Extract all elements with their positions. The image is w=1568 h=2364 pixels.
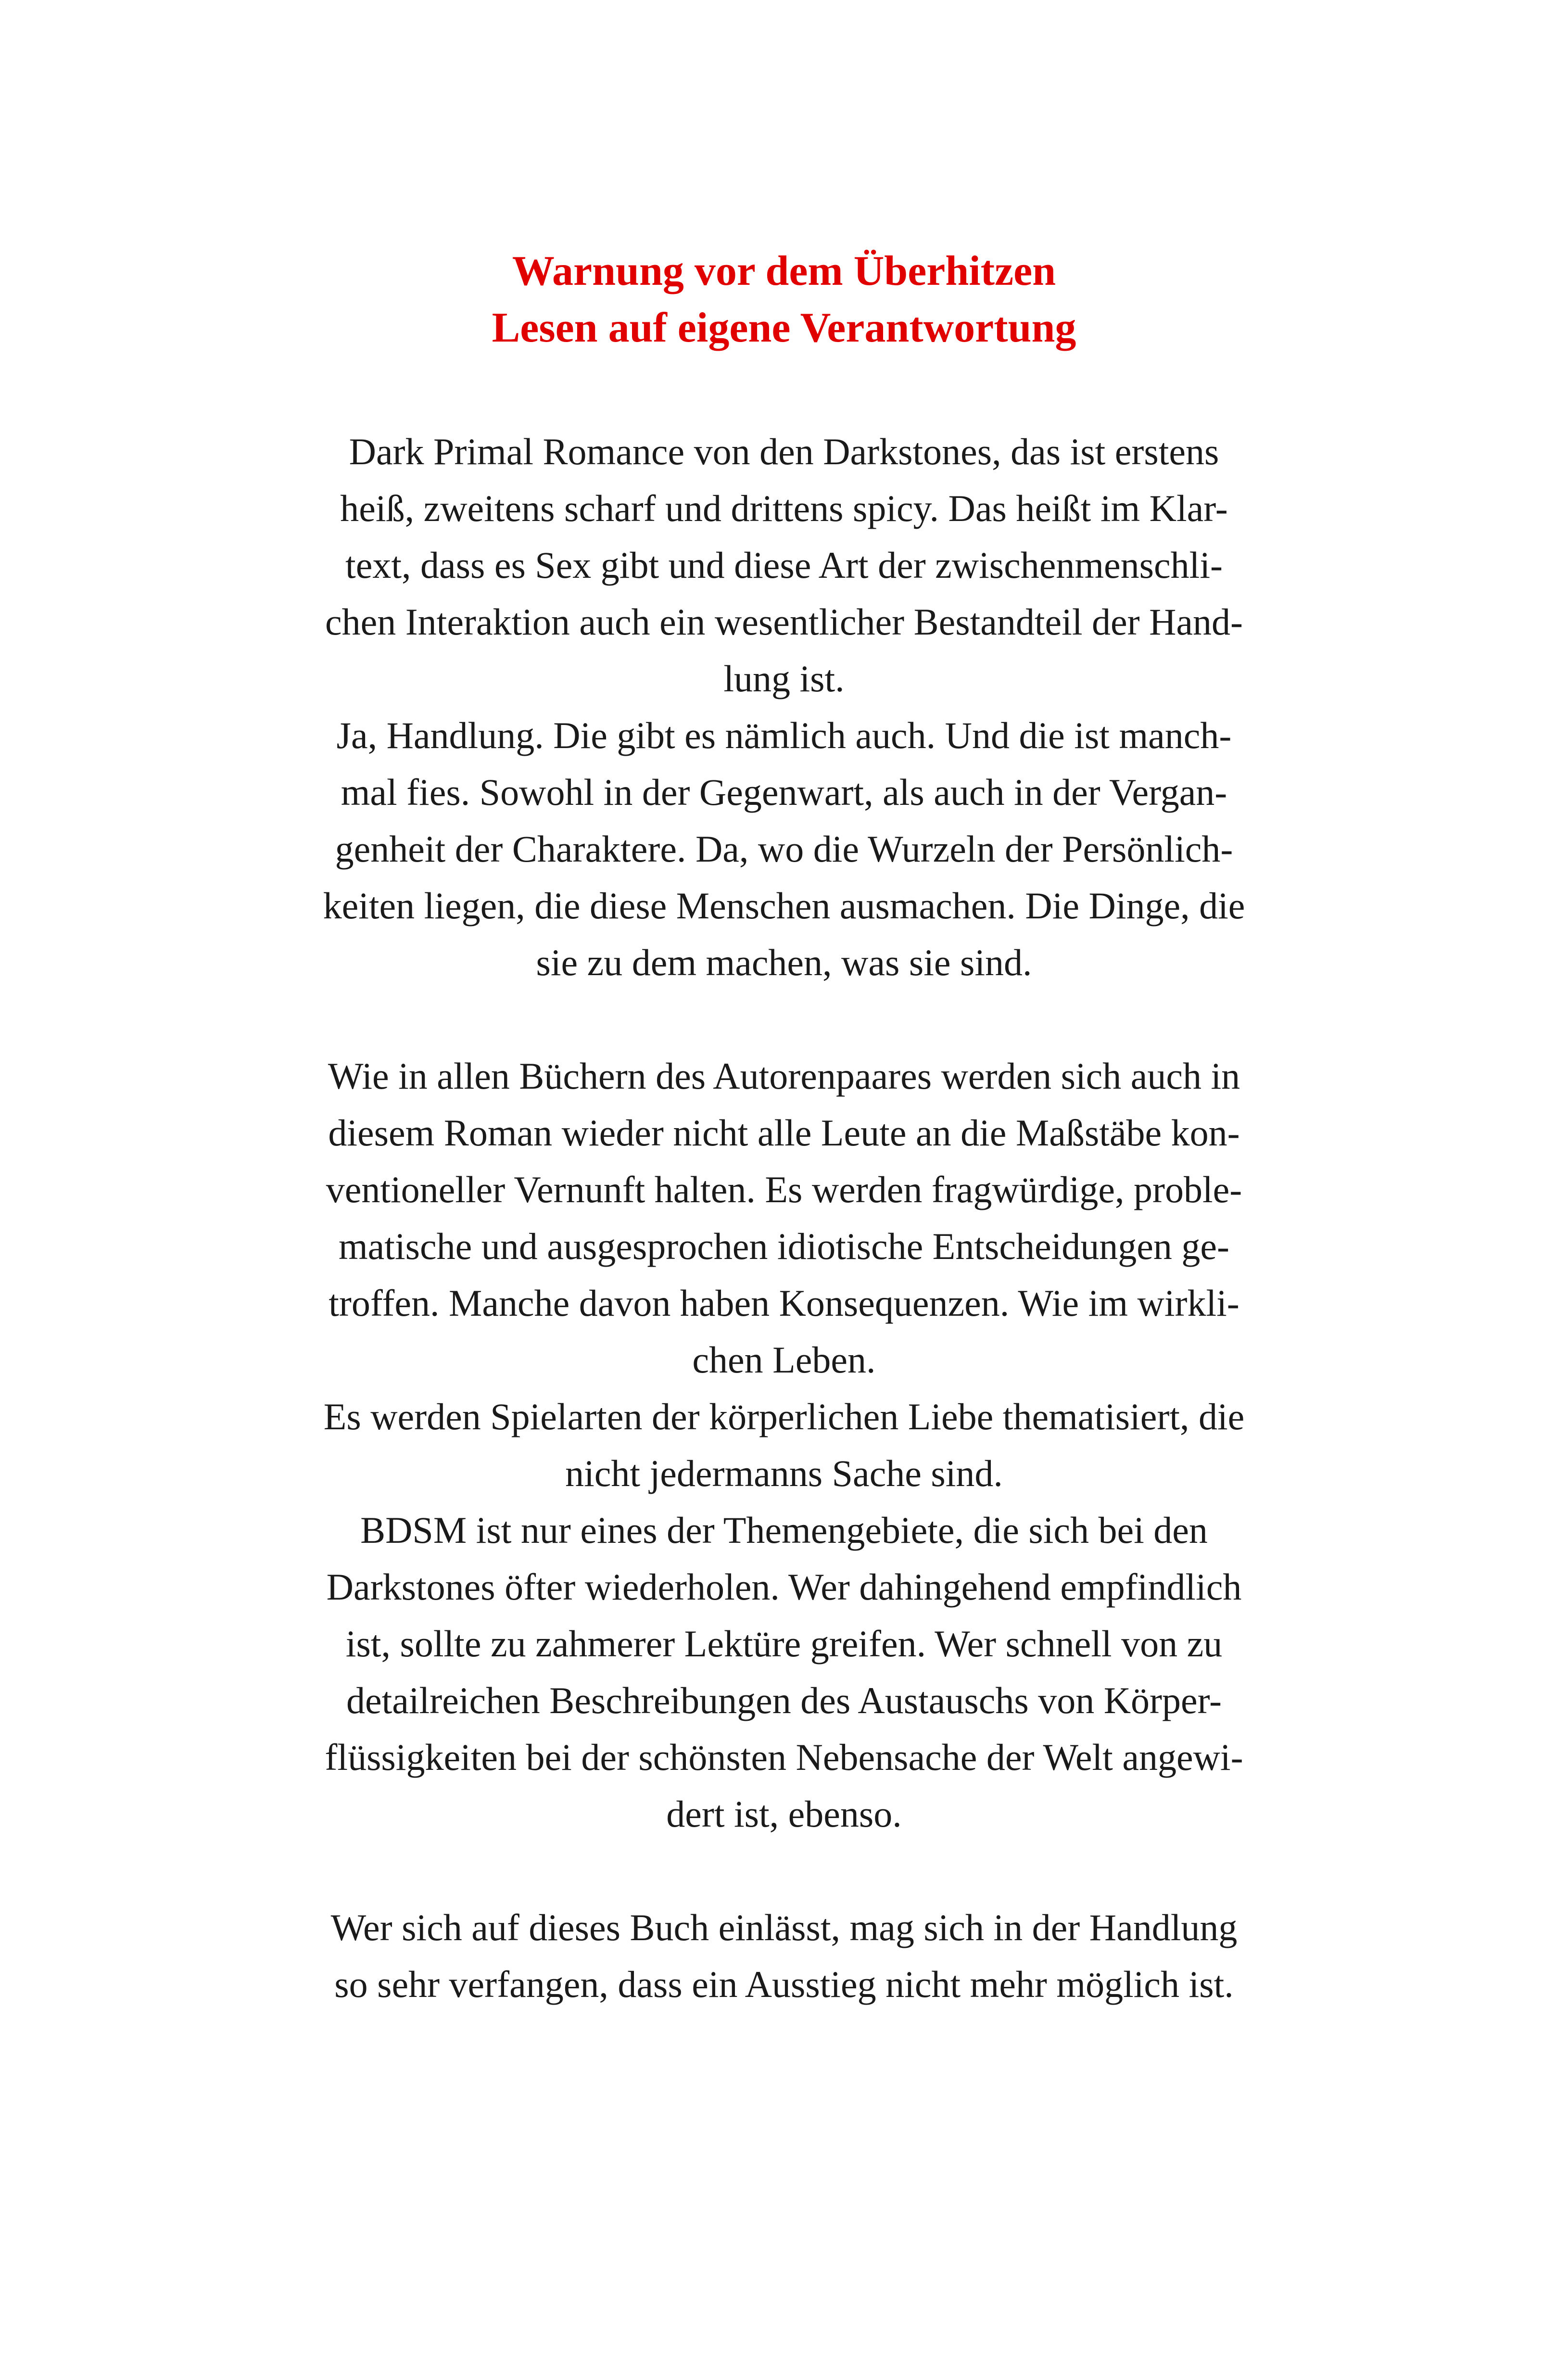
text-line: troffen. Manche davon haben Konsequenzen. Wie im wirkli-: [329, 1282, 1239, 1324]
text-line: heiß, zweitens scharf und drittens spicy. Das heißt im Klar-: [340, 487, 1228, 529]
text-line: Wer sich auf dieses Buch einlässt, mag sich in der Handlung: [330, 1906, 1238, 1948]
text-line: lung ist.: [723, 658, 845, 699]
paragraph-spacer: [250, 991, 1318, 1048]
text-line: ist, sollte zu zahmerer Lektüre greifen. Wer schnell von zu: [345, 1623, 1223, 1665]
paragraph-block-3: [250, 1899, 1318, 2013]
text-line: matische und ausgesprochen idiotische Entscheidungen ge-: [339, 1225, 1229, 1267]
text-line: Wie in allen Büchern des Autorenpaares werden sich auch in: [328, 1055, 1240, 1097]
text-line: Ja, Handlung. Die gibt es nämlich auch. Und die ist manch-: [336, 714, 1232, 756]
heading-line-2: Lesen auf eigene Verantwortung: [492, 305, 1076, 351]
text-line: sie zu dem machen, was sie sind.: [536, 941, 1032, 983]
text-line: diesem Roman wieder nicht alle Leute an die Maßstäbe kon-: [328, 1112, 1240, 1154]
text-line: chen Leben.: [692, 1339, 876, 1381]
warning-body: [250, 423, 1318, 2013]
warning-heading: [0, 243, 1568, 356]
text-line: mal fies. Sowohl in der Gegenwart, als auch in der Vergan-: [341, 771, 1227, 813]
text-line: genheit der Charaktere. Da, wo die Wurzeln der Persönlich-: [335, 828, 1233, 870]
text-line: dert ist, ebenso.: [666, 1793, 902, 1835]
text-line: Es werden Spielarten der körperlichen Liebe thematisiert, die: [323, 1396, 1245, 1437]
text-line: detailreichen Beschreibungen des Austauschs von Körper-: [346, 1679, 1222, 1721]
text-line: Darkstones öfter wiederholen. Wer dahingehend empfindlich: [326, 1566, 1242, 1608]
paragraph-block-2: [250, 1048, 1318, 1843]
text-line: so sehr verfangen, dass ein Ausstieg nicht mehr möglich ist.: [334, 1963, 1234, 2005]
text-line: flüssigkeiten bei der schönsten Nebensache der Welt angewi-: [325, 1736, 1243, 1778]
text-line: keiten liegen, die diese Menschen ausmachen. Die Dinge, die: [323, 885, 1245, 927]
text-line: nicht jedermanns Sache sind.: [565, 1452, 1003, 1494]
paragraph-block-1: [250, 423, 1318, 991]
text-line: text, dass es Sex gibt und diese Art der zwischenmenschli-: [345, 544, 1223, 586]
text-line: BDSM ist nur eines der Themengebiete, die sich bei den: [360, 1509, 1208, 1551]
text-line: Dark Primal Romance von den Darkstones, das ist erstens: [349, 431, 1219, 472]
paragraph-spacer: [250, 1843, 1318, 1899]
heading-line-1: Warnung vor dem Überhitzen: [512, 248, 1056, 294]
text-line: ventioneller Vernunft halten. Es werden fragwürdige, proble-: [326, 1169, 1242, 1210]
text-line: chen Interaktion auch ein wesentlicher Bestandteil der Hand-: [325, 601, 1243, 643]
